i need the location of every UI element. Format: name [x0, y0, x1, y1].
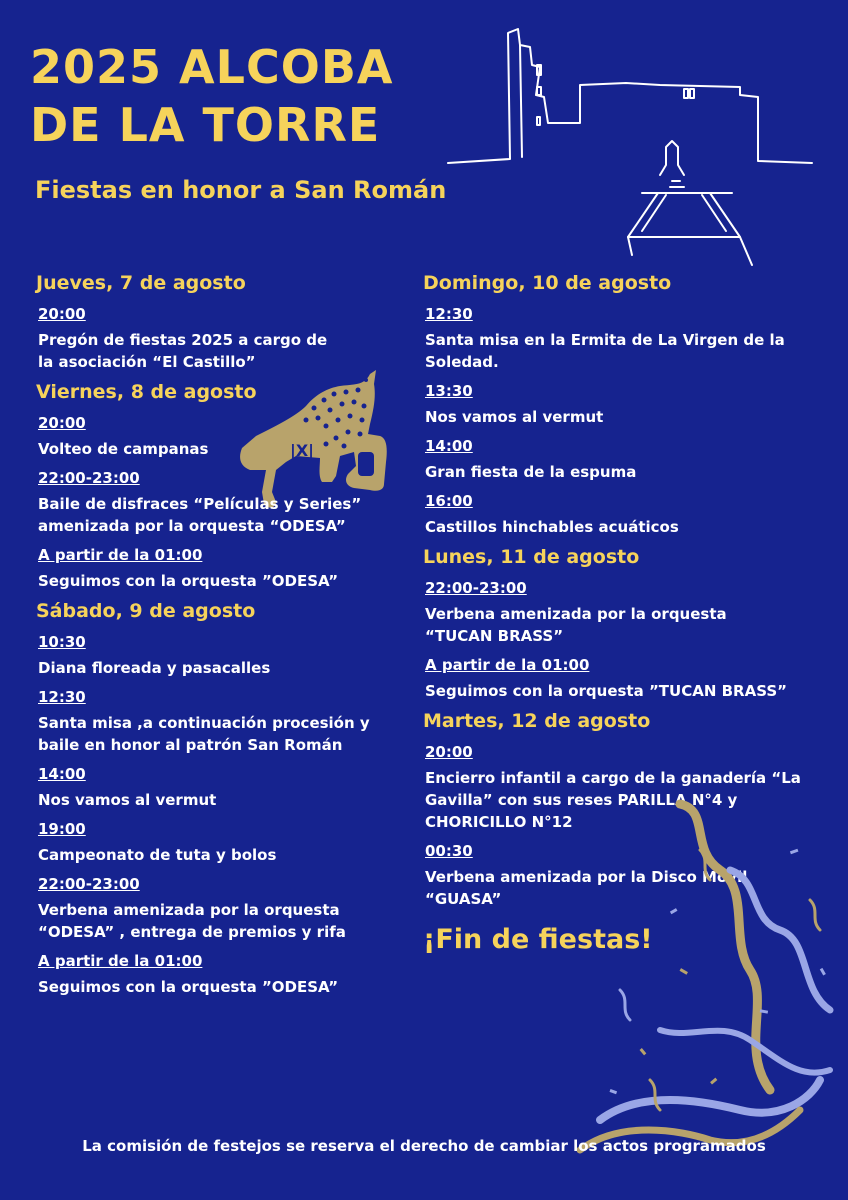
castle-illustration	[440, 25, 830, 275]
event-time: 10:30	[38, 633, 86, 651]
event-time: 14:00	[425, 437, 473, 455]
event-item	[423, 491, 823, 538]
day-group	[423, 272, 823, 538]
event-item	[36, 413, 416, 460]
day-heading: Jueves, 7 de agosto	[36, 272, 246, 294]
title-line-2: DE LA TORRE	[30, 98, 381, 152]
event-description: Volteo de campanas	[38, 440, 209, 458]
event-item	[423, 436, 823, 483]
disclaimer-footer: La comisión de festejos se reserva el derecho de cambiar los actos programados	[82, 1137, 766, 1155]
day-group	[36, 600, 416, 998]
day-heading: Viernes, 8 de agosto	[36, 381, 257, 403]
day-heading: Domingo, 10 de agosto	[423, 272, 672, 294]
event-time: 20:00	[38, 414, 86, 432]
event-description: Santa misa en la Ermita de La Virgen de la Soledad.	[425, 331, 785, 371]
event-time: 16:00	[425, 492, 473, 510]
event-description: Seguimos con la orquesta ”ODESA”	[38, 572, 339, 590]
day-heading: Martes, 12 de agosto	[423, 710, 651, 732]
day-group	[36, 272, 416, 373]
poster-title	[30, 38, 393, 154]
event-description: Seguimos con la orquesta ”ODESA”	[38, 978, 339, 996]
event-time: 12:30	[425, 305, 473, 323]
event-time: 20:00	[425, 743, 473, 761]
event-description: Pregón de fiestas 2025 a cargo de la asociación “El Castillo”	[38, 331, 328, 371]
event-time: 00:30	[425, 842, 473, 860]
event-description: Verbena amenizada por la orquesta “TUCAN BRASS”	[425, 605, 727, 645]
day-group	[36, 381, 416, 592]
event-description: Campeonato de tuta y bolos	[38, 846, 277, 864]
event-description: Baile de disfraces “Películas y Series” amenizada por la orquesta “ODESA”	[38, 495, 362, 535]
day-heading: Sábado, 9 de agosto	[36, 600, 256, 622]
title-line-1: 2025 ALCOBA	[30, 40, 394, 94]
event-description: Santa misa ,a continuación procesión y baile en honor al patrón San Román	[38, 714, 370, 754]
event-item	[36, 874, 416, 943]
event-description: Verbena amenizada por la orquesta “ODESA” , entrega de premios y rifa	[38, 901, 346, 941]
event-item	[36, 819, 416, 866]
event-item	[423, 578, 823, 647]
svg-text:|X|: |X|	[290, 441, 315, 460]
event-item	[36, 951, 416, 998]
event-item	[423, 304, 823, 373]
day-group	[423, 546, 823, 702]
event-description: Nos vamos al vermut	[38, 791, 217, 809]
event-time: 22:00-23:00	[38, 469, 140, 487]
closing-message: ¡Fin de fiestas!	[423, 924, 653, 955]
event-time: 13:30	[425, 382, 473, 400]
event-time: A partir de la 01:00	[38, 546, 203, 564]
event-description: Diana floreada y pasacalles	[38, 659, 271, 677]
event-time: A partir de la 01:00	[38, 952, 203, 970]
event-item	[423, 655, 823, 702]
event-time: 20:00	[38, 305, 86, 323]
event-time: 22:00-23:00	[425, 579, 527, 597]
event-description: Castillos hinchables acuáticos	[425, 518, 679, 536]
event-item	[36, 545, 416, 592]
event-item	[36, 304, 416, 373]
event-time: 19:00	[38, 820, 86, 838]
event-description: Encierro infantil a cargo de la ganadería “La Gavilla” con sus reses PARILLA N°4 y CHORICILLO N°12	[425, 769, 801, 831]
event-time: 12:30	[38, 688, 86, 706]
event-description: Verbena amenizada por la Disco Móvil “GUASA”	[425, 868, 748, 908]
confetti-decoration	[560, 790, 848, 1180]
event-time: A partir de la 01:00	[425, 656, 590, 674]
event-description: Gran fiesta de la espuma	[425, 463, 637, 481]
event-item	[36, 468, 416, 537]
event-item	[423, 381, 823, 428]
event-item	[36, 632, 416, 679]
event-time: 14:00	[38, 765, 86, 783]
event-time: 22:00-23:00	[38, 875, 140, 893]
poster-subtitle: Fiestas en honor a San Román	[35, 176, 447, 204]
event-item	[36, 764, 416, 811]
event-item	[36, 687, 416, 756]
event-description: Seguimos con la orquesta ”TUCAN BRASS”	[425, 682, 787, 700]
day-heading: Lunes, 11 de agosto	[423, 546, 640, 568]
schedule-left-column	[36, 272, 416, 1006]
event-description: Nos vamos al vermut	[425, 408, 604, 426]
